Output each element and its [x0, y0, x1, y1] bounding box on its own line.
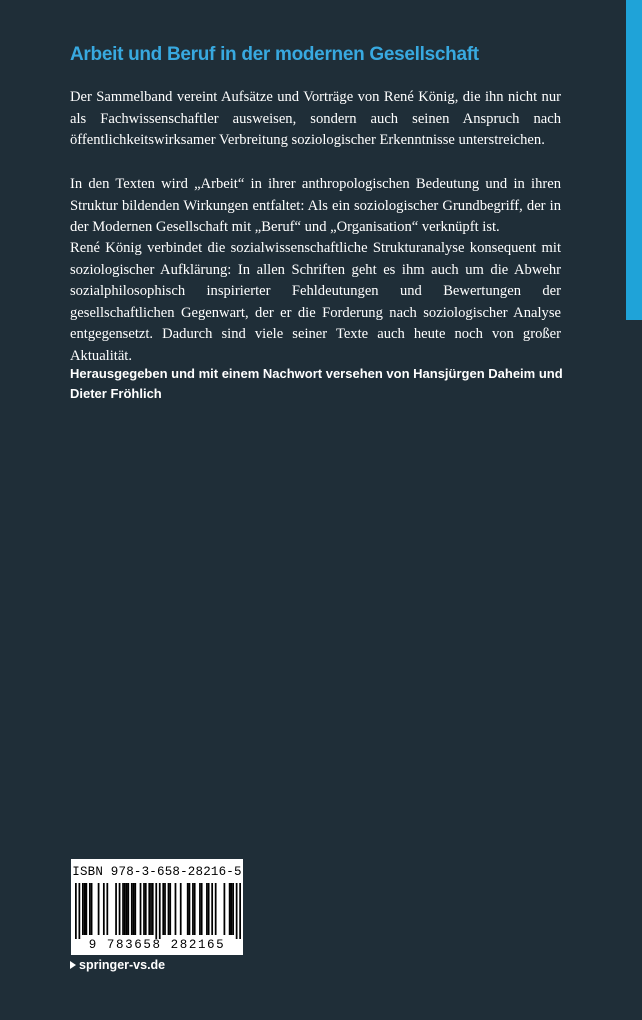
- barcode-bar: [84, 883, 86, 935]
- barcode-bar: [89, 883, 91, 935]
- barcode-bars: [75, 883, 241, 939]
- barcode-bar: [232, 883, 234, 935]
- barcode-bar: [126, 883, 128, 935]
- barcode-bar: [175, 883, 177, 935]
- book-title: Arbeit und Beruf in der modernen Gesellschaft: [70, 44, 479, 65]
- barcode-bar: [85, 883, 87, 935]
- barcode-bar: [208, 883, 210, 935]
- editors-note: Herausgegeben und mit einem Nachwort versehen von Hansjürgen Daheim und Dieter Fröhlich: [70, 366, 563, 401]
- publisher-url: springer-vs.de: [79, 958, 166, 972]
- barcode-bar: [229, 883, 231, 935]
- barcode-bar: [236, 883, 238, 939]
- barcode-bar: [155, 883, 157, 939]
- barcode-bar: [215, 883, 217, 935]
- barcode-bar: [180, 883, 182, 935]
- barcode-bar: [148, 883, 150, 935]
- barcode-bar: [140, 883, 142, 935]
- blurb-paragraph-2: In den Texten wird „Arbeit“ in ihrer anthropologischen Bedeutung und in ihren Struktur bildenden Wirkungen entfaltet: Als ein soziologischer Grundbegriff, der in der Modernen Gesellschaft mit „Beruf“ und „Organisation“ verknüpft ist.: [70, 176, 561, 235]
- barcode-bar: [143, 883, 145, 935]
- barcode-bar: [192, 883, 194, 935]
- barcode-bar: [206, 883, 208, 935]
- barcode-bar: [91, 883, 93, 935]
- barcode-bar: [239, 883, 241, 939]
- barcode-bar: [159, 883, 161, 939]
- barcode-bar: [127, 883, 129, 935]
- ean-digits: 9 783658 282165: [88, 938, 226, 952]
- barcode-bar: [133, 883, 135, 935]
- barcode-bar: [224, 883, 226, 935]
- barcode-bar: [162, 883, 164, 935]
- barcode-bar: [115, 883, 117, 935]
- barcode-bar: [152, 883, 154, 935]
- barcode-bar: [150, 883, 152, 935]
- barcode-bar: [122, 883, 124, 935]
- barcode-bar: [194, 883, 196, 935]
- publisher-link[interactable]: [70, 958, 165, 972]
- barcode-bar: [75, 883, 77, 939]
- barcode-bar: [187, 883, 189, 935]
- barcode-bar: [164, 883, 166, 935]
- barcode-bar: [201, 883, 203, 935]
- barcode-bar: [168, 883, 170, 935]
- barcode-bar: [169, 883, 171, 935]
- barcode-bar: [189, 883, 191, 935]
- barcode-bar: [78, 883, 80, 939]
- barcode-bar: [231, 883, 233, 935]
- barcode-bar: [98, 883, 100, 935]
- blurb-paragraph-1: Der Sammelband vereint Aufsätze und Vorträge von René König, die ihn nicht nur als Fachwissenschaftler ausweisen, sondern auch seinen Anspruch nach öffentlichkeitswirksamer Verbreitung soziologischer Erkenntnisse unterstreichen.: [70, 89, 561, 148]
- barcode-bar: [199, 883, 201, 935]
- barcode-bar: [211, 883, 213, 935]
- barcode-bar: [131, 883, 133, 935]
- arrow-right-icon: [70, 961, 76, 969]
- barcode-bar: [119, 883, 121, 935]
- barcode-bar: [145, 883, 147, 935]
- barcode-bar: [106, 883, 108, 935]
- accent-bar: [626, 0, 642, 320]
- barcode-bar: [103, 883, 105, 935]
- barcode-bar: [124, 883, 126, 935]
- isbn-label: ISBN 978-3-658-28216-5: [72, 865, 242, 879]
- blurb-paragraph-3: René König verbindet die sozialwissenschaftliche Strukturanalyse konsequent mit soziologischer Aufklärung: In allen Schriften geht es ihm auch um die Abwehr sozialphilosophisch inspirierter Fehldeutungen und Bewertungen der gesellschaftlichen Gegenwart, der er die Forderung nach soziologischer Analyse entgegensetzt. Dadurch sind viele seiner Texte auch heute noch von großer Aktualität.: [70, 240, 561, 364]
- barcode-bar: [134, 883, 136, 935]
- isbn-barcode: [71, 859, 243, 955]
- barcode-bar: [82, 883, 84, 935]
